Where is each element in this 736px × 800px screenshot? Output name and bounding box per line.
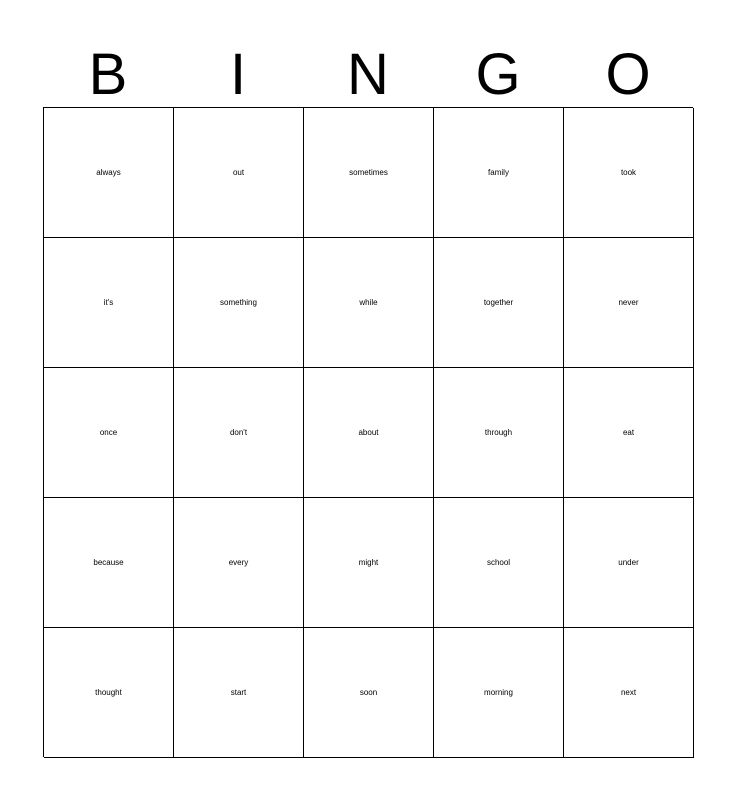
bingo-cell[interactable]: under bbox=[564, 498, 694, 628]
bingo-cell[interactable]: took bbox=[564, 108, 694, 238]
bingo-cell[interactable]: every bbox=[174, 498, 304, 628]
bingo-cell[interactable]: morning bbox=[434, 628, 564, 758]
bingo-cell[interactable]: school bbox=[434, 498, 564, 628]
bingo-cell[interactable]: out bbox=[174, 108, 304, 238]
bingo-cell[interactable]: family bbox=[434, 108, 564, 238]
bingo-cell[interactable]: always bbox=[44, 108, 174, 238]
bingo-cell[interactable]: soon bbox=[304, 628, 434, 758]
bingo-cell[interactable]: never bbox=[564, 238, 694, 368]
bingo-cell[interactable]: start bbox=[174, 628, 304, 758]
bingo-header bbox=[43, 42, 693, 108]
bingo-cell[interactable]: something bbox=[174, 238, 304, 368]
bingo-cell[interactable]: sometimes bbox=[304, 108, 434, 238]
header-letter-b: B bbox=[88, 42, 128, 107]
header-letter-g: G bbox=[475, 42, 521, 107]
bingo-cell[interactable]: once bbox=[44, 368, 174, 498]
bingo-cell[interactable]: next bbox=[564, 628, 694, 758]
bingo-grid bbox=[43, 107, 693, 757]
bingo-cell[interactable]: because bbox=[44, 498, 174, 628]
bingo-cell[interactable]: about bbox=[304, 368, 434, 498]
bingo-cell[interactable]: through bbox=[434, 368, 564, 498]
bingo-cell[interactable]: it's bbox=[44, 238, 174, 368]
bingo-cell[interactable]: don't bbox=[174, 368, 304, 498]
header-letter-i: I bbox=[229, 42, 247, 107]
bingo-cell[interactable]: eat bbox=[564, 368, 694, 498]
header-letter-n: N bbox=[347, 42, 389, 107]
bingo-cell[interactable]: together bbox=[434, 238, 564, 368]
header-letter-o: O bbox=[605, 42, 651, 107]
bingo-cell[interactable]: thought bbox=[44, 628, 174, 758]
bingo-cell[interactable]: while bbox=[304, 238, 434, 368]
bingo-cell[interactable]: might bbox=[304, 498, 434, 628]
